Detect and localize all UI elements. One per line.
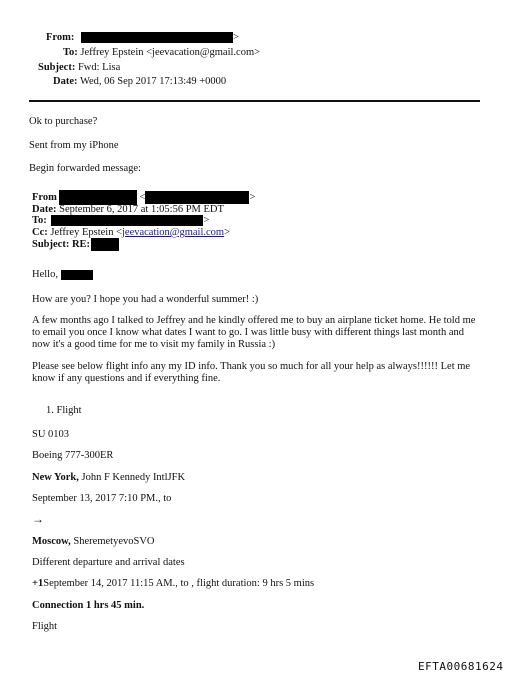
redaction-bar (81, 32, 233, 43)
fwd-cc-label: Cc: (32, 227, 48, 238)
flight-number: SU 0103 (32, 429, 70, 440)
arrival-time: September 14, 2017 11:15 AM., to , flight duration: 9 hrs 5 mins (43, 578, 315, 589)
redaction-bar (61, 270, 93, 280)
bates-number: EFTA00681624 (418, 660, 504, 673)
fwd-from-row (32, 190, 255, 205)
outer-from-suffix: > (233, 32, 239, 43)
fwd-subject-row (32, 238, 119, 251)
cc-email-link[interactable]: jeevacation@gmail.com (122, 227, 225, 238)
paragraph-2: A few months ago I talked to Jeffrey and he kindly offered me to buy an airplane ticket home. He told me to email you once I know what dates I want to go. I was little busy with different things last month and now it's a good time for me to visit my family in Russia :) (32, 315, 476, 350)
connection-info (32, 599, 144, 612)
redaction-bar (51, 215, 203, 226)
fwd-cc-row (32, 227, 230, 238)
fwd-cc-name: Jeffrey Epstein < (50, 227, 122, 238)
intro-line-1: Ok to purchase? (29, 116, 98, 127)
fwd-date-value: September 6, 2017 at 1:05:56 PM EDT (59, 204, 224, 215)
origin-city: New York, (32, 472, 79, 483)
intro-line-2: Sent from my iPhone (29, 140, 119, 151)
arrival-row (32, 577, 314, 590)
greeting-row (32, 268, 93, 281)
flight-list-item: 1. Flight (46, 405, 82, 416)
outer-subject-label: Subject: (38, 62, 76, 73)
outer-subject-row (38, 62, 120, 73)
redaction-bar (91, 238, 119, 251)
paragraph-3: Please see below flight info any my ID info. Thank you so much for all your help as always!!!!!! Let me know if any questions and if everything fine. (32, 361, 471, 384)
destination-row (32, 535, 155, 548)
destination-city: Moscow, (32, 536, 71, 547)
fwd-subject-value: RE: (71, 238, 91, 250)
aircraft: Boeing 777-300ER (32, 450, 114, 461)
fwd-date-row (32, 204, 224, 215)
fwd-to-suffix: > (203, 215, 210, 226)
outer-to-value: Jeffrey Epstein <jeevacation@gmail.com> (80, 47, 261, 58)
outer-subject-value: Fwd: Lisa (77, 62, 121, 73)
origin-row (32, 471, 185, 484)
redaction-bar (59, 190, 137, 205)
outer-date-label: Date: (53, 76, 78, 87)
redaction-bar (145, 191, 249, 204)
origin-airport: John F Kennedy IntlJFK (78, 472, 186, 483)
fwd-subject-label: Subject: (32, 238, 70, 250)
connection-text: Connection 1 hrs 45 min. (32, 600, 145, 611)
departure-time: September 13, 2017 7:10 PM., to (32, 493, 172, 504)
fwd-from-label: From (32, 191, 57, 203)
fwd-from-suffix: > (249, 191, 256, 203)
arrival-prefix: +1 (32, 578, 44, 589)
outer-to-label: To: (63, 47, 78, 58)
arrow-icon: → (32, 512, 44, 526)
outer-from-row (46, 32, 239, 43)
next-flight-label: Flight (32, 621, 58, 632)
fwd-to-row (32, 215, 209, 226)
destination-airport: SheremetyevoSVO (70, 536, 155, 547)
intro-line-3: Begin forwarded message: (29, 163, 141, 174)
paragraph-1: How are you? I hope you had a wonderful summer! :) (32, 294, 259, 305)
fwd-cc-suffix: > (224, 227, 231, 238)
fwd-date-label: Date: (32, 204, 57, 215)
outer-date-value: Wed, 06 Sep 2017 17:13:49 +0000 (79, 76, 227, 87)
outer-date-row (53, 76, 226, 87)
header-divider (29, 100, 480, 102)
fwd-to-label: To: (32, 215, 47, 226)
date-note: Different departure and arrival dates (32, 557, 185, 568)
outer-from-label: From: (46, 32, 75, 43)
greeting: Hello, (32, 269, 58, 280)
outer-to-row (63, 47, 260, 58)
fwd-from-mid: < (139, 191, 146, 203)
